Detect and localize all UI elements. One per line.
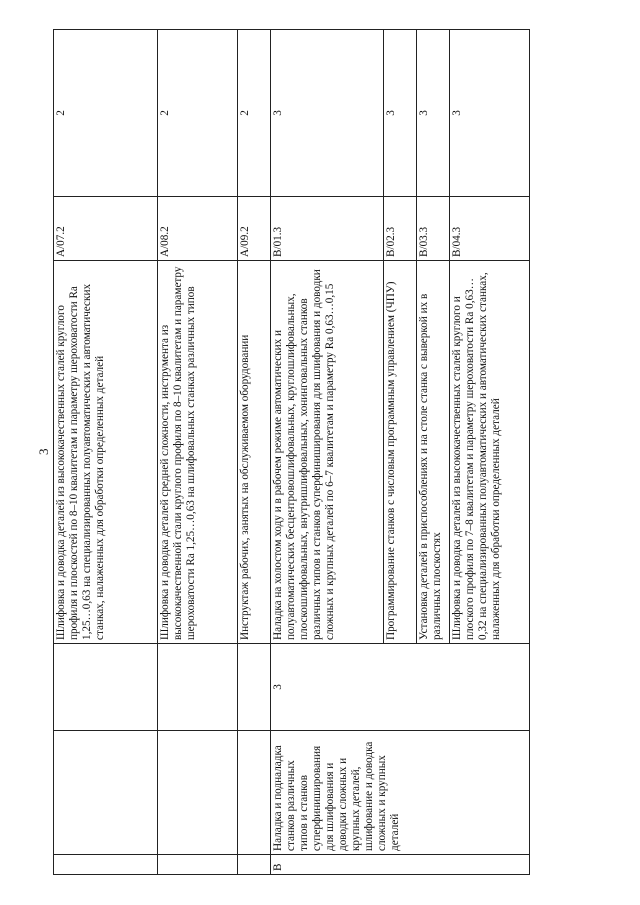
- function-desc-cell: Шлифовка и доводка деталей средней сложности, инструмента из высококачественной стали круглого профиля по 8–10 квалитетам и параметру шероховатости Ra 1,25…0,63 на шлифовальных станках различных типов: [158, 261, 238, 644]
- function-desc-cell: Инструктаж рабочих, занятых на обслуживаемом оборудовании: [238, 261, 271, 644]
- group-name-cell-a: [158, 731, 238, 855]
- function-desc-cell: Установка деталей в приспособлениях и на столе станка с выверкой их в различных плоскостях: [417, 261, 450, 644]
- function-level-cell: 2: [54, 30, 158, 197]
- group-level-cell-a: [54, 644, 158, 731]
- group-name-cell-a: [54, 731, 158, 855]
- function-code-cell: B/02.3: [384, 197, 417, 261]
- function-desc-cell: Шлифовка и доводка деталей из высококачественных сталей круглого профиля и плоскостей по 8–10 квалитетам и параметру шероховатости Ra 1,25…0,63 на специализированных полуавтоматических и автоматических станках, налаженных для обработки определенных деталей: [54, 261, 158, 644]
- function-code-cell: B/04.3: [450, 197, 530, 261]
- group-code-cell-a: [54, 855, 158, 875]
- function-level-cell: 3: [271, 30, 384, 197]
- table-row: [238, 30, 271, 875]
- group-name-cell: Наладка и подналадка станков различных типов и станков суперфиниширования для шлифования и доводки сложных и крупных деталей, шлифование и доводка сложных и крупных деталей: [271, 731, 530, 855]
- function-level-cell: 3: [384, 30, 417, 197]
- group-code-cell: B: [271, 855, 530, 875]
- function-level-cell: 2: [158, 30, 238, 197]
- function-code-cell: A/09.2: [238, 197, 271, 261]
- group-name-cell-a: [238, 731, 271, 855]
- table-row: [271, 30, 384, 875]
- function-level-cell: 2: [238, 30, 271, 197]
- function-level-cell: 3: [450, 30, 530, 197]
- group-level-cell-a: [238, 644, 271, 731]
- function-code-cell: A/08.2: [158, 197, 238, 261]
- group-level-cell: 3: [271, 644, 530, 731]
- function-code-cell: A/07.2: [54, 197, 158, 261]
- function-level-cell: 3: [417, 30, 450, 197]
- function-code-cell: B/03.3: [417, 197, 450, 261]
- table-row: [158, 30, 238, 875]
- functions-table: [53, 29, 530, 875]
- function-desc-cell: Шлифовка и доводка деталей из высококачественных сталей круглого и плоского профиля по 7–8 квалитетам и параметру шероховатости Ra 0,63…0,32 на специализированных полуавтоматических и автоматических станках, налаженных для обработки определенных деталей: [450, 261, 530, 644]
- function-desc-cell: Программирование станков с числовым программным управлением (ЧПУ): [384, 261, 417, 644]
- group-level-cell-a: [158, 644, 238, 731]
- page-number: 3: [36, 448, 51, 455]
- group-code-cell-a: [158, 855, 238, 875]
- table-row: [54, 30, 158, 875]
- function-code-cell: B/01.3: [271, 197, 384, 261]
- function-desc-cell: Наладка на холостом ходу и в рабочем режиме автоматических и полуавтоматических бесцентровошлифовальных, круглошлифовальных, плоскошлифовальных, внутришлифовальных, хонинговальных станков различных типов и станков суперфиниширования для шлифования и доводки сложных и крупных деталей по 6–7 квалитетам и параметру Ra 0,63…0,15: [271, 261, 384, 644]
- group-code-cell-a: [238, 855, 271, 875]
